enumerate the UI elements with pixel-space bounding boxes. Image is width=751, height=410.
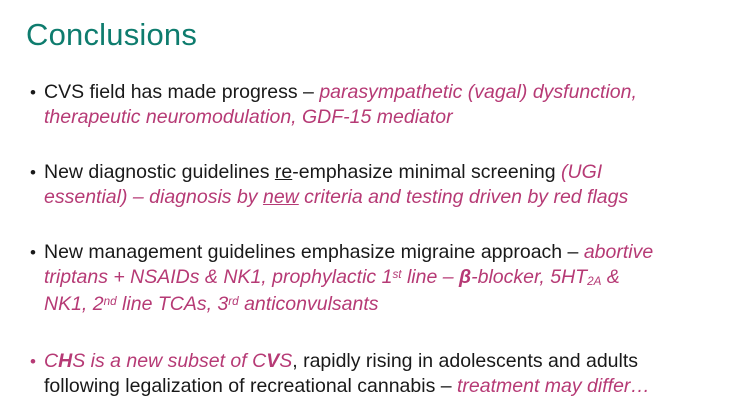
text-run: , rapidly rising in adolescents and adults — [292, 350, 639, 372]
text-run: S is a new subset of C — [72, 350, 267, 372]
text-run: CVS field has made progress – — [44, 81, 320, 103]
text-run: V — [266, 350, 280, 372]
text-run: parasympathetic (vagal) dysfunction, — [319, 81, 637, 103]
text-run: -emphasize minimal screening — [292, 161, 562, 183]
text-run: new — [262, 186, 299, 208]
text-run: anticonvulsants — [238, 293, 379, 315]
bullet-list — [30, 80, 740, 399]
bullet-marker: • — [30, 83, 36, 102]
bullet-marker: • — [30, 163, 36, 182]
text-run: β — [459, 266, 472, 288]
text-run: treatment may differ… — [457, 375, 650, 397]
text-run: therapeutic neuromodulation, GDF-15 mediator — [44, 106, 453, 128]
text-run: rd — [228, 295, 239, 309]
text-run: re — [274, 161, 293, 183]
text-run: 2A — [587, 275, 602, 289]
text-run: New diagnostic guidelines — [44, 161, 275, 183]
text-run: S — [279, 350, 293, 372]
text-run: criteria and testing driven by red flags — [298, 186, 629, 208]
text-run: line – — [401, 266, 459, 288]
bullet-marker: • — [30, 352, 36, 371]
bullet-text — [44, 240, 740, 319]
text-run: C — [44, 350, 59, 372]
bullet-marker: • — [30, 243, 36, 262]
text-run: (UGI — [561, 161, 603, 183]
text-run: abortive — [583, 241, 654, 263]
text-run: line TCAs, 3 — [116, 293, 229, 315]
bullet-text — [44, 349, 740, 399]
text-run: st — [392, 268, 402, 282]
text-run: nd — [103, 295, 117, 309]
text-run: essential) – diagnosis by — [44, 186, 263, 208]
text-run: triptans + NSAIDs & NK1, prophylactic 1 — [44, 266, 393, 288]
text-run: New management guidelines emphasize migraine approach – — [44, 241, 584, 263]
bullet-item-diagnostic-guidelines — [30, 160, 740, 210]
text-run: H — [58, 350, 73, 372]
bullet-text — [44, 80, 740, 130]
text-run: following legalization of recreational cannabis – — [44, 375, 458, 397]
text-run: & — [601, 266, 620, 288]
bullet-item-chs-subset — [30, 349, 740, 399]
slide-title: Conclusions — [26, 17, 198, 52]
bullet-text — [44, 160, 740, 210]
bullet-item-management-guidelines — [30, 240, 740, 319]
text-run: -blocker, 5HT — [471, 266, 588, 288]
bullet-item-cvs-progress — [30, 80, 740, 130]
text-run: NK1, 2 — [44, 293, 104, 315]
